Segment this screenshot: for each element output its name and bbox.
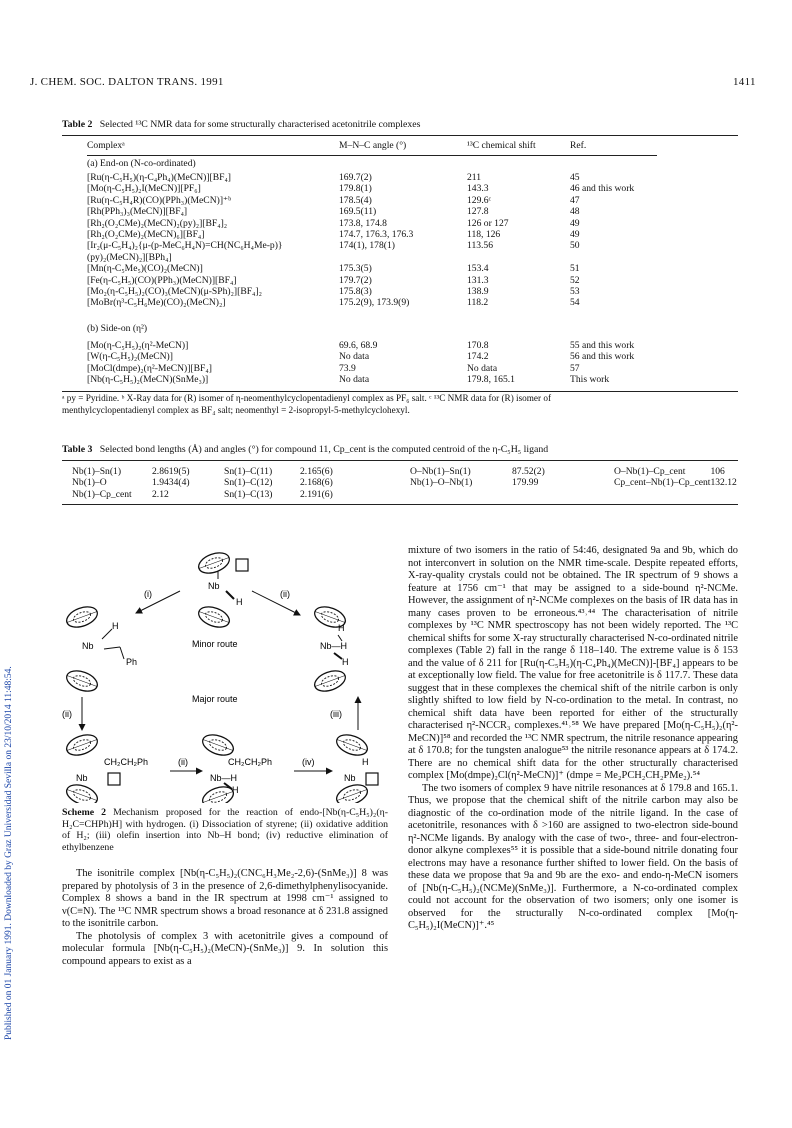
scheme-2-caption-text: Mechanism proposed for the reaction of endo-[Nb(η-C₅H₅)₂(η-H₂C=CHPh)H] with hydrogen. (i) Dissociation of styrene; (ii) oxidative addition of H₂; (iii) olefin insertion into Nb–H bond; (iv) reductive elimination of ethylbenzene <box>62 807 388 853</box>
table2-a-cell <box>570 252 634 263</box>
table2-a-cell: (py)₂(MeCN)₂][BPh₄] <box>87 251 172 263</box>
table3-cell: 179.99 <box>512 477 539 489</box>
table3-cell <box>614 489 710 500</box>
table2-body-a <box>87 172 634 309</box>
table3-cell: 87.52(2) <box>512 466 545 477</box>
table2-a-cell: [Rh₂(O₂CMe)₂(MeCN)₆][BF₄] <box>87 229 205 241</box>
table2-a-row <box>87 183 634 194</box>
left-paragraph-1: The isonitrile complex [Nb(η-C₅H₅)₂(CNC₆H₃Me₂-2,6)-(SnMe₃)] 8 was prepared by photolysis of 3 in the presence of 2,6-dimethylphenylisocyanide. Complex 8 shows a band in the IR spectrum at 1998 cm⁻¹ assigned to ν(C≡N). The ¹³C NMR spectrum shows a broad resonance at δ 231.8 assigned to the isonitrile carbon. <box>62 868 388 929</box>
table2-a-cell: [Mo(η-C₅H₅)₂I(MeCN)][PF₆] <box>87 183 201 195</box>
table3-cell: 132.12 <box>710 477 737 489</box>
table3-cell: O–Nb(1)–Sn(1) <box>410 466 471 477</box>
right-column-text <box>408 545 738 933</box>
table2-b-cell: [W(η-C₅H₅)₂(MeCN)] <box>87 351 173 363</box>
table2-a-cell: 113.56 <box>467 240 494 252</box>
table2-a-cell: 138.9 <box>467 286 489 298</box>
table2-col-ref: Ref. <box>570 140 587 151</box>
table2-a-row <box>87 275 634 286</box>
table2-b-cell: 73.9 <box>339 362 356 374</box>
table2-caption-label: Table 2 <box>62 119 93 130</box>
table3-cell: Sn(1)–C(12) <box>224 477 273 489</box>
table3-row <box>72 489 737 500</box>
table3-row <box>72 466 737 477</box>
table2-a-row <box>87 206 634 217</box>
right-paragraph-2: The two isomers of complex 9 have nitrile resonances at δ 179.8 and 165.1. Thus, we propose that the chemical shift of the nitrile carbon may also be diagnostic of the co-ordination mode of the nitrile ligand. In the case of acetonitrile, resonances with δ >160 are assigned to two-electron side-bound η²-NCMe ligands. By analogy with the case of two-, three- and four-electron-donor alkyne complexes⁵⁵ it is possible that a side-bound nitrile donating four electrons may have a resonance further shifted to lower field. On the basis of these data we propose that 9a and 9b are the exo- and endo-η-MeCN isomers of [Nb(η-C₅H₅)₂(NCMe)(SnMe₃)]. Furthermore, a N-co-ordinated complex could not account for the observation of two isomers; only one isomer is observed for the structurally N-co-ordinated complex [Mo(η-C₅H₅)₂I(MeCN)]⁺.⁴⁵ <box>408 782 738 931</box>
table2-a-cell: 47 <box>570 194 580 206</box>
step-iii-label: (iii) <box>330 709 342 719</box>
table2-a-row <box>87 297 634 308</box>
table2-a-cell: 175.8(3) <box>339 286 372 298</box>
nb-alkyl-hydride-structure <box>200 731 272 803</box>
table2-top-rule <box>62 135 738 136</box>
table3-body <box>72 466 737 500</box>
table2-a-cell: 211 <box>467 172 482 183</box>
table2-footnote-2: menthylcyclopentadienyl complex as BF₄ salt; neomenthyl = 2-isopropyl-5-methylcyclohexyl. <box>62 405 410 415</box>
step-ii-label-top: (ii) <box>280 589 290 599</box>
table3-cell <box>710 489 736 500</box>
table2-a-cell: 46 and this work <box>570 183 635 195</box>
table2-a-cell: 126 or 127 <box>467 217 509 229</box>
table2-b-cell: No data <box>339 374 370 386</box>
table2-section-b: (b) Side-on (η²) <box>87 323 148 334</box>
table2-a-cell: 51 <box>570 263 580 275</box>
table2-b-cell: 179.8, 165.1 <box>467 374 515 386</box>
table2-a-cell: 129.6ᶜ <box>467 194 492 206</box>
major-route-label: Major route <box>192 694 238 704</box>
table2-b-row <box>87 374 634 385</box>
table2-caption <box>62 119 420 131</box>
step-iv-label: (iv) <box>302 757 315 767</box>
table2-col-angle: M–N–C angle (°) <box>339 140 407 151</box>
table2-header <box>87 140 586 151</box>
table2-a-cell: 175.2(9), 173.9(9) <box>339 297 410 309</box>
table2-a-row <box>87 172 634 183</box>
table2-b-cell: 57 <box>570 362 580 374</box>
download-notice: Published on 01 January 1991. Downloaded by Graz Universidad Sevilla on 23/10/2014 11:48:54. <box>4 666 14 1040</box>
table2-a-cell: [Rh₂(O₂CMe)₂(MeCN)₂(py)₂][BF₄]₂ <box>87 217 228 229</box>
arrow-i-dissociation <box>136 591 180 613</box>
nb-label-bottom-right: Nb <box>344 773 356 783</box>
h-label-centre: H <box>232 785 239 795</box>
table2-a-cell: 175.3(5) <box>339 263 372 275</box>
table2-a-cell: 169.7(2) <box>339 172 372 183</box>
table2-a-cell: [Ru(η-C₅H₄R)(CO)(PPh₃)(MeCN)]⁺ᵇ <box>87 194 232 206</box>
table2-a-cell <box>467 252 570 263</box>
minor-route-label: Minor route <box>192 639 238 649</box>
table3-bottom-rule <box>62 504 738 505</box>
table3-cell: Sn(1)–C(11) <box>224 466 273 477</box>
table2-a-cell: 174(1), 178(1) <box>339 240 395 252</box>
table2-a-row <box>87 286 634 297</box>
table3-caption <box>62 444 548 456</box>
page-number: 1411 <box>733 76 756 88</box>
step-ii-label-bottom: (ii) <box>178 757 188 767</box>
table3-caption-label: Table 3 <box>62 444 93 455</box>
h-label-right-lower: H <box>342 657 349 667</box>
scheme-2-caption <box>62 807 388 853</box>
h-label-left: H <box>112 621 119 631</box>
table2-a-cell: 118.2 <box>467 297 489 309</box>
nb-vacant-site-structure <box>196 549 248 631</box>
table3-cell: 2.168(6) <box>300 477 333 489</box>
ch2ch2ph-label-centre: CH₂CH₂Ph <box>228 757 272 767</box>
nbh-label-right: Nb—H <box>320 641 348 651</box>
arrow-ii-oxidative-addition-top <box>252 591 300 615</box>
table3-cell: O–Nb(1)–Cp_cent <box>614 466 686 477</box>
h-label-top: H <box>236 597 243 607</box>
table2-a-cell: 179.8(1) <box>339 183 372 195</box>
h-label-right-upper: H <box>338 623 345 633</box>
ph-label: Ph <box>126 657 138 667</box>
h-label-bottom-right: H <box>362 757 369 767</box>
table2-footnote-1: ᵃ py = Pyridine. ᵇ X-Ray data for (R) isomer of η-neomenthylcyclopentadienyl complex as PF₆ salt. ᶜ ¹³C NMR data for (R) isomer of <box>62 393 552 403</box>
table2-a-row <box>87 263 634 274</box>
table2-a-cell: 48 <box>570 206 580 218</box>
table2-b-cell: [Mo(η-C₅H₅)₂(η²-MeCN)] <box>87 340 189 351</box>
table2-a-cell: 52 <box>570 274 580 286</box>
table2-a-cell: [Fe(η-C₅H₅)(CO)(PPh₃)(MeCN)][BF₄] <box>87 274 237 286</box>
table3-cell: 2.165(6) <box>300 466 333 477</box>
table3-cell: 106 <box>710 466 725 477</box>
table2-a-cell: 127.8 <box>467 206 489 218</box>
table2-b-row <box>87 363 634 374</box>
table2-a-cell: [Ru(η-C₅H₅)(η-C₄Ph₄)(MeCN)][BF₄] <box>87 172 231 183</box>
table2-a-cell: [Mn(η-C₅Me₅)(CO)₂(MeCN)] <box>87 263 203 275</box>
nb-label-left: Nb <box>82 641 94 651</box>
table2-b-cell: 69.6, 68.9 <box>339 340 378 351</box>
table2-a-cell: 131.3 <box>467 274 489 286</box>
table2-header-rule <box>87 155 657 156</box>
table2-b-cell: 170.8 <box>467 340 489 351</box>
nb-alkyl-vacant-structure <box>64 731 148 803</box>
table2-b-cell: [MoCl(dmpe)₂(η²-MeCN)][BF₄] <box>87 362 212 374</box>
table3-cell <box>512 489 614 500</box>
table2-a-cell: 153.4 <box>467 263 489 275</box>
table3-cell: Nb(1)–O <box>72 477 107 489</box>
table2-a-cell <box>339 252 467 263</box>
table2-b-cell: 174.2 <box>467 351 489 363</box>
table2-a-cell: 49 <box>570 217 580 229</box>
table3-cell: 1.9434(4) <box>152 477 190 489</box>
table2-a-row <box>87 195 634 206</box>
nbh-label-centre: Nb—H <box>210 773 238 783</box>
table2-a-row <box>87 252 634 263</box>
table3-top-rule <box>62 460 738 461</box>
table2-a-cell: 179.7(2) <box>339 274 372 286</box>
table2-a-row <box>87 229 634 240</box>
table3-cell: Cp_cent–Nb(1)–Cp_cent <box>614 477 711 489</box>
step-i-label: (i) <box>144 589 152 599</box>
table3-cell: Nb(1)–Sn(1) <box>72 466 122 477</box>
table2-a-cell: 45 <box>570 172 580 183</box>
table2-a-cell: 178.5(4) <box>339 194 372 206</box>
table3-cell <box>410 489 512 500</box>
table2-b-cell: 56 and this work <box>570 351 635 363</box>
nb-hydride-vacant-structure <box>334 731 378 803</box>
left-paragraph-2: The photolysis of complex 3 with acetonitrile gives a compound of molecular formula [Nb(η-C₅H₅)₂(MeCN)-(SnMe₃)] 9. In solution this compound appears to exist as a <box>62 930 388 967</box>
table2-a-row <box>87 240 634 251</box>
table2-a-cell: 174.7, 176.3, 176.3 <box>339 229 414 241</box>
nb-alkene-hydride-structure <box>64 603 137 695</box>
table2-a-cell: 169.5(11) <box>339 206 377 218</box>
table2-a-row <box>87 218 634 229</box>
ch2ch2ph-label-left: CH₂CH₂Ph <box>104 757 148 767</box>
left-column-text <box>62 868 388 968</box>
nb-dihydride-structure-top <box>312 603 349 695</box>
table2-col-shift: ¹³C chemical shift <box>467 140 536 151</box>
table3-cell: Sn(1)–C(13) <box>224 488 273 500</box>
table3-cell: 2.8619(5) <box>152 466 190 477</box>
table2-b-row <box>87 340 634 351</box>
scheme-2-caption-label: Scheme 2 <box>62 807 107 818</box>
scheme-2-diagram <box>62 545 392 803</box>
table2-b-cell: No data <box>339 351 370 363</box>
table2-b-cell: [Nb(η-C₅H₅)₂(MeCN)(SnMe₃)] <box>87 374 209 386</box>
table3-cell: 2.191(6) <box>300 488 333 500</box>
journal-header: J. CHEM. SOC. DALTON TRANS. 1991 <box>30 76 224 88</box>
table2-b-cell: This work <box>570 374 610 386</box>
nb-label-bottom-left: Nb <box>76 773 88 783</box>
table2-section-a: (a) End-on (N-co-ordinated) <box>87 158 196 169</box>
table2-a-cell: 54 <box>570 297 580 309</box>
table2-a-cell: 143.3 <box>467 183 489 195</box>
table2-bottom-rule <box>62 391 738 392</box>
table2-col-complex: Complexᵃ <box>87 140 125 151</box>
table2-b-row <box>87 351 634 362</box>
nb-label-top: Nb <box>208 581 220 591</box>
table3-cell: Nb(1)–O–Nb(1) <box>410 477 473 489</box>
table2-a-cell: 118, 126 <box>467 229 501 241</box>
table3-cell: Nb(1)–Cp_cent <box>72 488 132 500</box>
table3-caption-text: Selected bond lengths (Å) and angles (°) for compound 11, Cp_cent is the computed centroid of the η-C₅H₅ ligand <box>99 444 549 455</box>
table2-a-cell: [Mo₂(η-C₅H₅)₂(CO)₃(MeCN)(μ-SPh)₂][BF₄]₂ <box>87 286 262 298</box>
step-ii-label-left: (ii) <box>62 709 72 719</box>
table2-caption-text: Selected ¹³C NMR data for some structurally characterised acetonitrile complexes <box>99 119 421 130</box>
table2-b-cell: No data <box>467 362 498 374</box>
table3-cell: 2.12 <box>152 488 169 500</box>
right-paragraph-1: mixture of two isomers in the ratio of 54:46, designated 9a and 9b, which do not interconvert in solution on the NMR time-scale. Despite repeated efforts, X-ray-quality crystals could not be obtained. The IR spectrum of 9 shows a feature at 1756 cm⁻¹ that may be assigned to a side-bound η²-NCMe. However, the assignment of η²-NCMe complexes on the basis of IR data has in many cases proven to be erroneous.⁴³˒⁴⁴ The characterisation of nitrile complexes by ¹³C NMR spectroscopy has not been widely reported. The ¹³C chemical shifts for some X-ray structurally characterised N-co-ordinated nitrile complexes (Table 2) fall in the range δ 118–140. The extreme value is δ 153 and the value of δ 211 for [Ru(η-C₅H₅)(η-C₄Ph₄)(MeCN)]-[BF₄] appears to be at exceptionally low field. The value for free acetonitrile is δ 117.7. These data suggest that in these complexes the chemical shift of the nitrile carbon is only slightly shifted to low field by N-co-ordination to the metal. In contrast, no chemical shift data have been reported for either of the structurally characterised η²-NCCR₃ complexes.⁴¹˒⁵⁸ We have prepared [Mo(η-C₅H₅)₂(η²-MeCN)]⁵⁸ and recorded the ¹³C NMR spectrum, the nitrile resonance appearing at δ 170.8; for the tungsten analogue⁵³ the nitrile resonance appears at δ 174.2. There are no chemical shift data for the other structurally characterised complex [Mo(dmpe)₂Cl(η²-MeCN)]⁺ (dmpe = Me₂PCH₂CH₂PMe₂).⁵⁴ <box>408 545 738 781</box>
table2-b-cell: 55 and this work <box>570 340 635 351</box>
table2-a-cell: [Rh(PPh₃)₃(MeCN)][BF₄] <box>87 206 188 218</box>
table2-a-cell: 50 <box>570 240 580 252</box>
table2-body-b <box>87 340 634 386</box>
table2-a-cell: [Ir₂(μ-C₅H₄)₂{μ-(p-MeC₆H₄N)=CH(NC₆H₄Me-p)} <box>87 240 283 252</box>
table2-a-cell: 53 <box>570 286 580 298</box>
table2-a-cell: 49 <box>570 229 580 241</box>
table2-a-cell: [MoBr(η³-C₅H₆Me)(CO)₂(MeCN)₂] <box>87 297 226 309</box>
table3-row <box>72 477 737 488</box>
table2-a-cell: 173.8, 174.8 <box>339 217 387 229</box>
